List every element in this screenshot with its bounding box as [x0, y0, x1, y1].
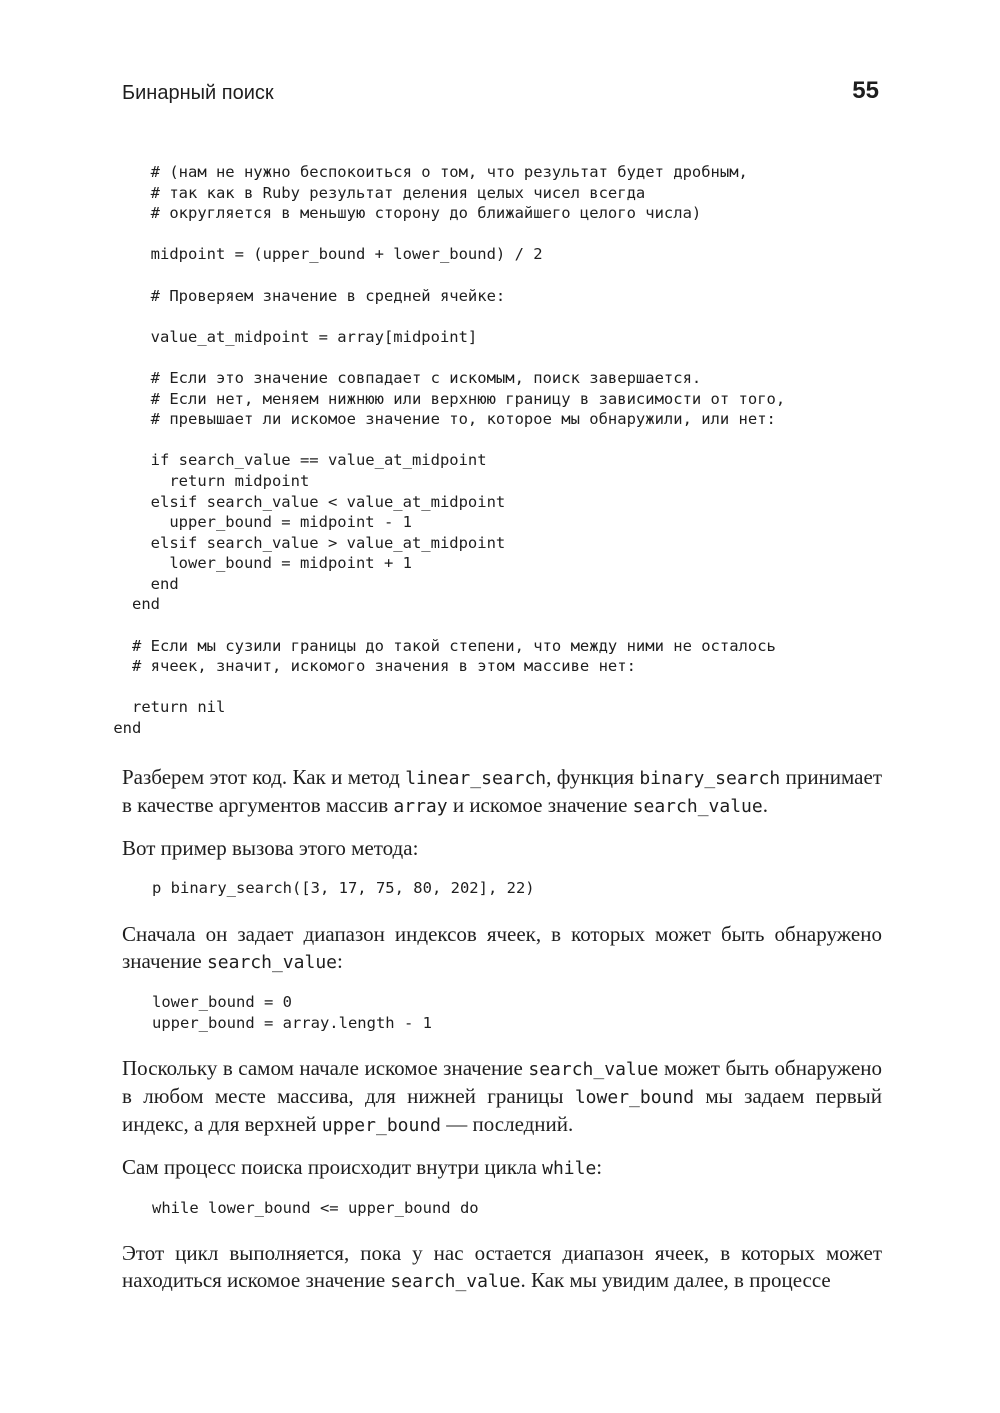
- page-number: 55: [852, 77, 879, 104]
- paragraph-call-example: Вот пример вызова этого метода:: [122, 836, 419, 860]
- inline-code: lower_bound: [574, 1087, 695, 1108]
- running-header: Бинарный поиск: [122, 82, 274, 104]
- paragraph-loop-explanation: Этот цикл выполняется, пока у нас остается диапазон ячеек, в которых может находиться искомое значение search_value. Как мы увидим далее, в процессе: [122, 1241, 882, 1292]
- inline-code: array: [393, 796, 448, 817]
- inline-code: search_value: [632, 796, 763, 817]
- inline-code: search_value: [528, 1059, 659, 1080]
- code-block-call: p binary_search([3, 17, 75, 80, 202], 22): [152, 879, 535, 897]
- inline-code: upper_bound: [321, 1115, 442, 1136]
- inline-code: while: [542, 1158, 597, 1179]
- paragraph-bounds-explanation: Поскольку в самом начале искомое значение search_value может быть обнаружено в любом месте массива, для нижней границы lower_bound мы задаем первый индекс, а для верхней upper_bound — последний.: [122, 1056, 883, 1136]
- inline-code: binary_search: [639, 768, 781, 789]
- inline-code: search_value: [390, 1271, 521, 1292]
- paragraph-index-range: Сначала он задает диапазон индексов ячеек, в которых может быть обнаружено значение search_value:: [122, 922, 882, 973]
- paragraph-code-analysis: Разберем этот код. Как и метод linear_search, функция binary_search принимает в качестве аргументов массив array и искомое значение search_value.: [122, 765, 882, 817]
- code-block-bounds: lower_bound = 0 upper_bound = array.length - 1: [152, 993, 432, 1032]
- inline-code: linear_search: [405, 768, 547, 789]
- code-block-while: while lower_bound <= upper_bound do: [152, 1199, 479, 1217]
- code-block-binary-search: # (нам не нужно беспокоиться о том, что результат будет дробным, # так как в Ruby результат деления целых чисел всегда # округляется в меньшую сторону до ближайшего целого числа) midpoint = (upper_bound + lower_bound) / 2 # Проверяем значение в средней ячейке: value_at_midpoint = array[midpoint] # Если это значение совпадает с искомым, поиск завершается. # Если нет, меняем нижнюю или верхнюю границу в зависимости от того, # превышает ли искомое значение то, которое мы обнаружили, или нет: if search_value == value_at_midpoint return midpoint elsif search_value < value_at_midpoint upper_bound = midpoint - 1 elsif search_value > value_at_midpoint lower_bound = midpoint + 1 end end # Если мы сузили границы до такой степени, что между ними не осталось # ячеек, значит, искомого значения в этом массиве нет: return nil end: [113, 163, 786, 738]
- paragraph-while-loop: Сам процесс поиска происходит внутри цикла while:: [122, 1155, 603, 1179]
- inline-code: search_value: [206, 952, 337, 973]
